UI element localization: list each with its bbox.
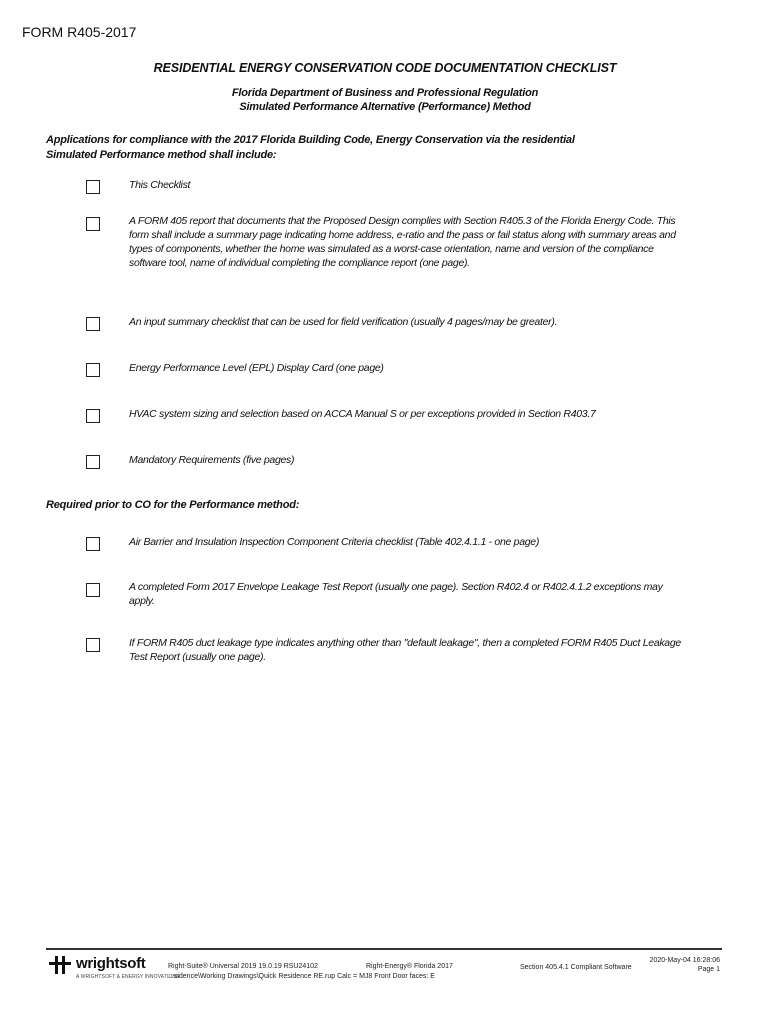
footer-product: Right-Energy® Florida 2017 bbox=[366, 963, 453, 970]
item-epl-display-card-text: Energy Performance Level (EPL) Display Card (one page) bbox=[129, 362, 384, 374]
footer-page-number: Page 1 bbox=[697, 966, 720, 973]
item-checklist-text: This Checklist bbox=[129, 179, 191, 191]
item-mandatory-requirements-text: Mandatory Requirements (five pages) bbox=[129, 454, 295, 466]
item-form-405-report-text: A FORM 405 report that documents that the Proposed Design complies with Section R405.3 of the Florida Energy Code. This form shall include a summary page indicating home address, e-ratio and the pass or fail status along with summary areas and types of components, whether the home was simulated as a worst-case orientation, name and version of the compliance software tool, name of individual completing the compliance report (one page). bbox=[129, 215, 676, 269]
checkbox-checklist[interactable] bbox=[86, 180, 100, 194]
wrightsoft-logo-icon bbox=[48, 955, 72, 975]
footer-compliance: Section 405.4.1 Compliant Software bbox=[520, 964, 632, 971]
department-subtitle: Florida Department of Business and Professional Regulation bbox=[231, 87, 539, 99]
section-2-heading: Required prior to CO for the Performance method: bbox=[46, 499, 300, 511]
checkbox-mandatory-requirements[interactable] bbox=[86, 455, 100, 469]
footer-software-version: Right-Suite® Universal 2019 19.0.19 RSU24102 bbox=[168, 963, 318, 970]
checkbox-duct-leakage[interactable] bbox=[86, 638, 100, 652]
footer-datetime: 2020-May-04 16:28:06 bbox=[649, 957, 720, 964]
document-title: RESIDENTIAL ENERGY CONSERVATION CODE DOCUMENTATION CHECKLIST bbox=[153, 61, 617, 75]
intro-text: Applications for compliance with the 2017 Florida Building Code, Energy Conservation via the residential Simulated Performance method shall include: bbox=[46, 134, 575, 161]
item-envelope-leakage-text: A completed Form 2017 Envelope Leakage Test Report (usually one page). Section R402.4 or R402.4.1.2 exceptions may apply. bbox=[129, 581, 663, 607]
checkbox-envelope-leakage[interactable] bbox=[86, 583, 100, 597]
form-number: FORM R405-2017 bbox=[22, 24, 137, 40]
item-duct-leakage-text: If FORM R405 duct leakage type indicates anything other than "default leakage", then a completed FORM R405 Duct Leakage Test Report (usually one page). bbox=[129, 637, 681, 663]
footer-divider bbox=[46, 948, 722, 950]
logo-tagline: A WRIGHTSOFT & ENERGY INNOVATIONS bbox=[76, 974, 180, 980]
logo-wordmark: wrightsoft bbox=[76, 955, 146, 972]
item-air-barrier-text: Air Barrier and Insulation Inspection Component Criteria checklist (Table 402.4.1.1 - one page) bbox=[129, 536, 540, 548]
checkbox-input-summary[interactable] bbox=[86, 317, 100, 331]
checkbox-form-405-report[interactable] bbox=[86, 217, 100, 231]
item-input-summary-text: An input summary checklist that can be used for field verification (usually 4 pages/may be greater). bbox=[129, 316, 558, 328]
item-hvac-sizing-text: HVAC system sizing and selection based on ACCA Manual S or per exceptions provided in Section R403.7 bbox=[129, 408, 596, 420]
checkbox-hvac-sizing[interactable] bbox=[86, 409, 100, 423]
method-subtitle: Simulated Performance Alternative (Performance) Method bbox=[239, 101, 531, 113]
footer-file-path: ...sidence\Working Drawings\Quick Residence RE.rup Calc = MJ8 Front Door faces: E bbox=[168, 973, 435, 980]
checkbox-air-barrier[interactable] bbox=[86, 537, 100, 551]
checkbox-epl-display-card[interactable] bbox=[86, 363, 100, 377]
